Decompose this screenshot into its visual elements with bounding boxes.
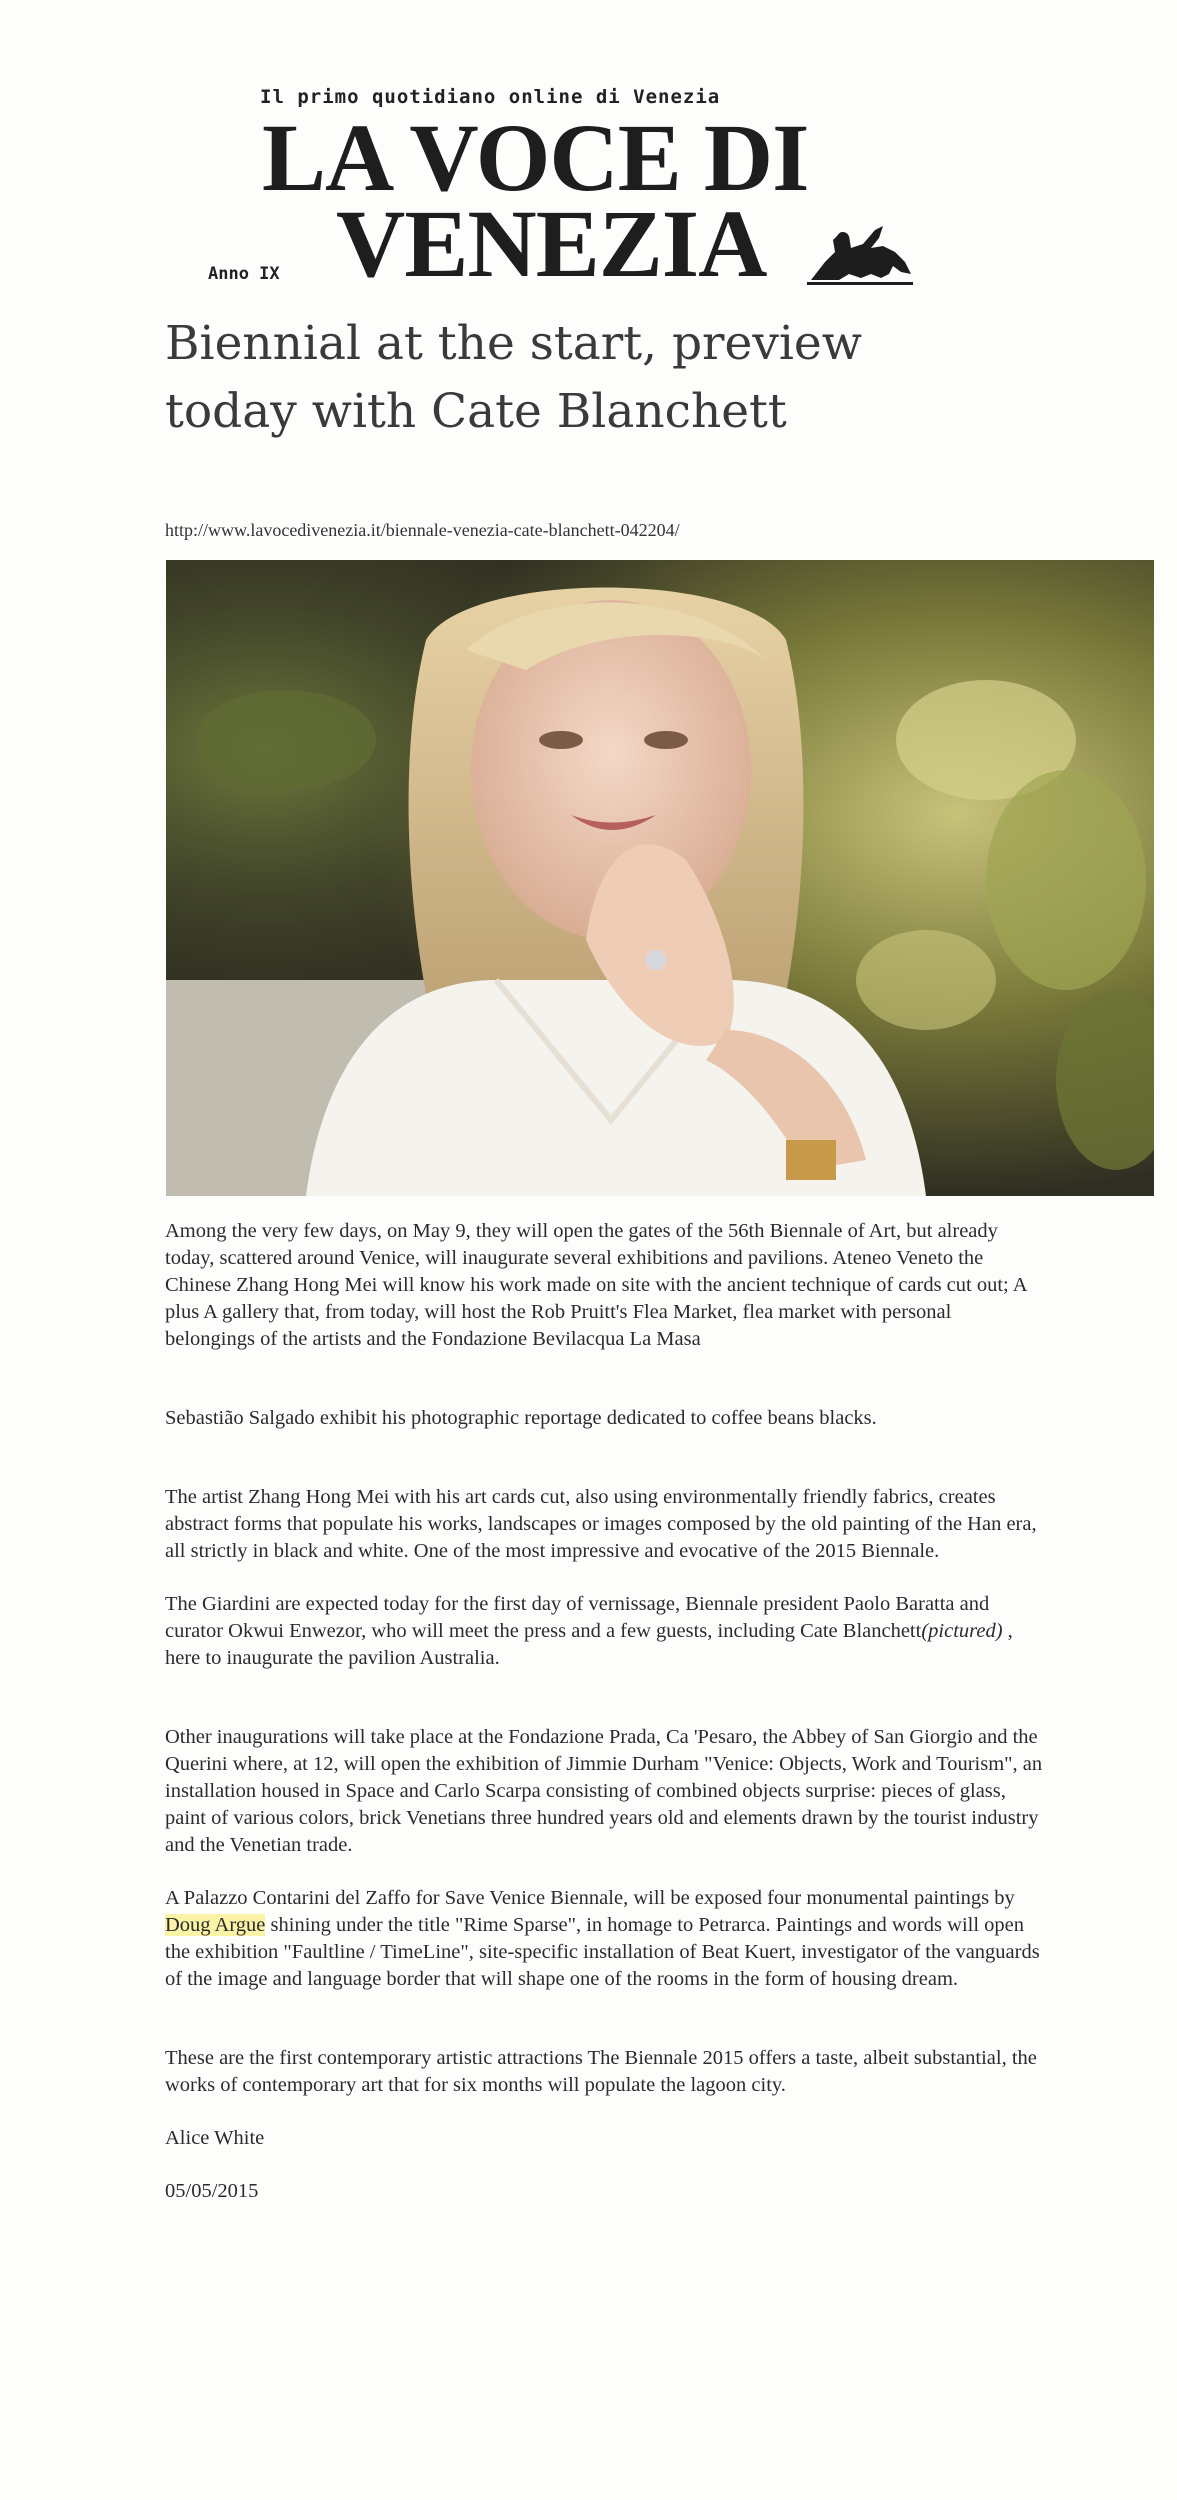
portrait-photo: [166, 560, 1154, 1196]
paragraph-5: Other inaugurations will take place at the Fondazione Prada, Ca 'Pesaro, the Abbey of San Giorgio and the Querini where, at 12, will open the exhibition of Jimmie Durham "Venice: Objects, Work and Tourism", an installation housed in Space and Carlo Scarpa consisting of combined objects surprise: pieces of glass, paint of various colors, brick Venetians three hundred years old and elements drawn by the tourist industry and the Venetian trade.: [165, 1726, 1043, 1856]
paragraph-4-text: The Giardini are expected today for the first day of vernissage, Biennale president Paolo Baratta and curator Okwui Enwezor, who will meet the press and a few guests, including Cate Blanchett: [165, 1593, 990, 1642]
pictured-note: (pictured): [921, 1620, 1003, 1642]
headline-line2: today with Cate Blanchett: [165, 384, 787, 439]
paragraph-3: The artist Zhang Hong Mei with his art cards cut, also using environmentally friendly fabrics, creates abstract forms that populate his works, landscapes or images composed by the old painting of the Han era, all strictly in black and white. One of the most impressive and evocative of the 2015 Biennale.: [165, 1486, 1037, 1562]
paragraph-6: [165, 1885, 1045, 1993]
masthead-issue: Anno IX: [208, 264, 280, 284]
article-body: [165, 1218, 1045, 2205]
paragraph-1: Among the very few days, on May 9, they will open the gates of the 56th Biennale of Art, but already today, scattered around Venice, will inaugurate several exhibitions and pavilions. Ateneo Veneto the Chinese Zhang Hong Mei will know his work made on site with the ancient technique of cards cut out; A plus A gallery that, from today, will host the Rob Pruitt's Flea Market, flea market with personal belongings of the artists and the Fondazione Bevilacqua La Masa: [165, 1220, 1027, 1350]
winged-lion-icon: [805, 222, 915, 286]
paragraph-4-tail: , here to inaugurate the pavilion Australia.: [165, 1620, 1013, 1669]
headline-line1: Biennial at the start, preview: [165, 316, 862, 371]
paragraph-4: [165, 1591, 1045, 1672]
article-photo: [166, 560, 1154, 1196]
paragraph-2: Sebastião Salgado exhibit his photographic reportage dedicated to coffee beans blacks.: [165, 1407, 877, 1429]
highlighted-name: Doug Argue: [165, 1914, 266, 1936]
masthead-title-line1: LA VOCE DI: [262, 104, 809, 211]
publish-date: 05/05/2015: [165, 2180, 259, 2202]
paragraph-6-text: A Palazzo Contarini del Zaffo for Save Venice Biennale, will be exposed four monumental paintings by: [165, 1887, 1015, 1909]
masthead-tagline: Il primo quotidiano online di Venezia: [260, 86, 721, 108]
author-name: Alice White: [165, 2127, 265, 2149]
article-headline: [165, 310, 965, 446]
paragraph-6-tail: shining under the title "Rime Sparse", in homage to Petrarca. Paintings and words will open the exhibition "Faultline / TimeLine", site-specific installation of Beat Kuert, investigator of the vanguards of the image and language border that will shape one of the rooms in the form of housing dream.: [165, 1914, 1040, 1990]
masthead-title-line2: VENEZIA: [336, 190, 767, 297]
article-url[interactable]: http://www.lavocedivenezia.it/biennale-venezia-cate-blanchett-042204/: [165, 520, 680, 540]
paragraph-7: These are the first contemporary artistic attractions The Biennale 2015 offers a taste, albeit substantial, the works of contemporary art that for six months will populate the lagoon city.: [165, 2047, 1037, 2096]
masthead: [200, 80, 920, 297]
